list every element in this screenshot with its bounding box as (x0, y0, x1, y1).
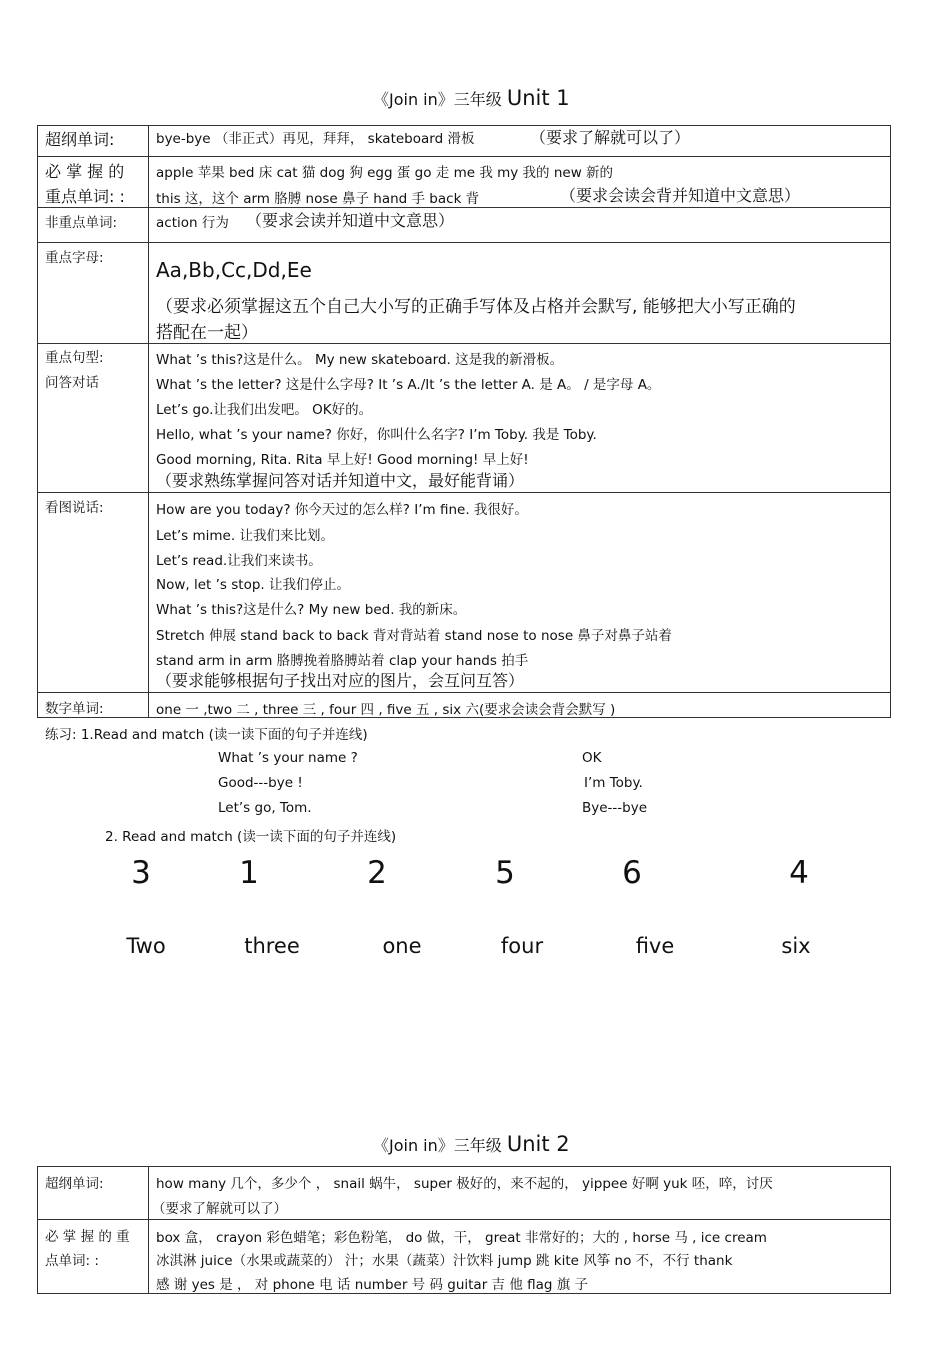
unit2-title (373, 1132, 570, 1156)
exercise-2-heading: 2. Read and match (读一读下面的句子并连线) (105, 829, 397, 845)
match-word: five (635, 934, 675, 958)
match-right-item: OK (582, 750, 602, 766)
picture-talk-line: Now, let ’s stop. 让我们停止。 (156, 577, 350, 593)
u2-syllabus-words-label: 超纲单词: (45, 1176, 104, 1192)
picture-talk-label: 看图说话: (45, 500, 104, 516)
match-number: 6 (622, 855, 642, 891)
match-number: 4 (789, 855, 809, 891)
u2-required-words-label-1: 必 掌 握 的 重 (45, 1229, 130, 1245)
match-number: 1 (239, 855, 259, 891)
picture-talk-line: Stretch 伸展 stand back to back 背对背站着 stand nose to nose 鼻子对鼻子站着 (156, 628, 672, 644)
required-words-note: （要求会读会背并知道中文意思） (560, 186, 801, 205)
syllabus-words-text: bye-bye （非正式）再见，拜拜， skateboard 滑板 (156, 131, 475, 147)
u2-required-words-label-2: 点单词: : (45, 1253, 99, 1269)
number-words-text: one 一 ,two 二 , three 三 , four 四 , five 五 , six 六(要求会读会背会默写 ) (156, 702, 616, 718)
key-sentence-line: What ’s the letter? 这是什么字母? It ’s A./It ’s the letter A. 是 A。 / 是字母 A。 (156, 377, 661, 393)
match-word: Two (126, 934, 166, 958)
match-word: one (382, 934, 422, 958)
match-word: six (781, 934, 811, 958)
nonkey-words-note: （要求会读并知道中文意思） (246, 211, 455, 230)
nonkey-words-text: action 行为 (156, 215, 229, 231)
key-sentence-line: Good morning, Rita. Rita 早上好! Good morning! 早上好! (156, 452, 529, 468)
required-words-line-2: this 这，这个 arm 胳膊 nose 鼻子 hand 手 back 背 (156, 191, 480, 207)
u2-syllabus-words-line-2: （要求了解就可以了） (152, 1201, 287, 1217)
key-sentences-label-2: 问答对话 (45, 375, 99, 391)
match-word: four (500, 934, 544, 958)
picture-talk-line: Let’s mime. 让我们来比划。 (156, 528, 334, 544)
unit2-title-book: 《Join in》三年级 (373, 1136, 502, 1155)
u2-required-words-line-1: box 盒， crayon 彩色蜡笔；彩色粉笔， do 做，干， great 非常好的；大的 , horse 马 , ice cream (156, 1230, 767, 1246)
number-words-label: 数字单词: (45, 701, 104, 717)
u2-required-words-line-2: 冰淇淋 juice（水果或蔬菜的） 汁；水果（蔬菜）汁饮料 jump 跳 kite 风筝 no 不，不行 thank (156, 1253, 733, 1269)
unit1-title (373, 86, 570, 110)
picture-talk-line: stand arm in arm 胳膊挽着胳膊站着 clap your hands 拍手 (156, 653, 529, 669)
required-words-label-1: 必 掌 握 的 (45, 162, 125, 181)
match-number: 2 (367, 855, 387, 891)
nonkey-words-label: 非重点单词: (45, 215, 118, 231)
key-letters: Aa,Bb,Cc,Dd,Ee (156, 258, 312, 282)
key-letters-note-2: 搭配在一起） (156, 323, 258, 343)
picture-talk-line: How are you today? 你今天过的怎么样? I’m fine. 我很好。 (156, 502, 528, 518)
required-words-label-2: 重点单词: : (45, 187, 125, 206)
picture-talk-line: What ’s this?这是什么? My new bed. 我的新床。 (156, 602, 467, 618)
key-sentence-line: Hello, what ’s your name? 你好，你叫什么名字? I’m Toby. 我是 Toby. (156, 427, 597, 443)
key-letters-note-1: （要求必须掌握这五个自己大小写的正确手写体及占格并会默写, 能够把大小写正确的 (156, 297, 796, 317)
key-sentence-line: What ’s this?这是什么。 My new skateboard. 这是我的新滑板。 (156, 352, 564, 368)
match-left-item: Good---bye ! (218, 775, 303, 791)
unit2-title-unit: Unit 2 (506, 1132, 570, 1156)
picture-talk-line: Let’s read.让我们来读书。 (156, 553, 322, 569)
match-number: 3 (131, 855, 151, 891)
match-word: three (244, 934, 300, 958)
syllabus-words-note: （要求了解就可以了） (530, 128, 691, 147)
syllabus-words-label: 超纲单词: (45, 130, 115, 149)
u2-syllabus-words-line-1: how many 几个，多少个 ， snail 蜗牛， super 极好的，来不起的， yippee 好啊 yuk 呸，啐，讨厌 (156, 1176, 773, 1192)
exercise-1-heading: 练习: 1.Read and match (读一读下面的句子并连线) (45, 727, 368, 743)
unit1-title-book: 《Join in》三年级 (373, 90, 502, 109)
match-right-item: Bye---bye (582, 800, 648, 816)
match-right-item: I’m Toby. (584, 775, 643, 791)
key-sentences-label-1: 重点句型: (45, 350, 104, 366)
match-number: 5 (495, 855, 515, 891)
match-left-item: Let’s go, Tom. (218, 800, 312, 816)
key-letters-label: 重点字母: (45, 250, 104, 266)
picture-talk-note: （要求能够根据句子找出对应的图片，会互问互答） (156, 671, 525, 690)
required-words-line-1: apple 苹果 bed 床 cat 猫 dog 狗 egg 蛋 go 走 me 我 my 我的 new 新的 (156, 165, 614, 181)
match-left-item: What ’s your name ? (218, 750, 358, 766)
unit1-title-unit: Unit 1 (506, 86, 570, 110)
key-sentence-line: Let’s go.让我们出发吧。 OK好的。 (156, 402, 373, 418)
u2-required-words-line-3: 感 谢 yes 是 ， 对 phone 电 话 number 号 码 guitar 吉 他 flag 旗 子 (156, 1277, 589, 1293)
key-sentences-note: （要求熟练掌握问答对话并知道中文，最好能背诵） (156, 471, 525, 490)
